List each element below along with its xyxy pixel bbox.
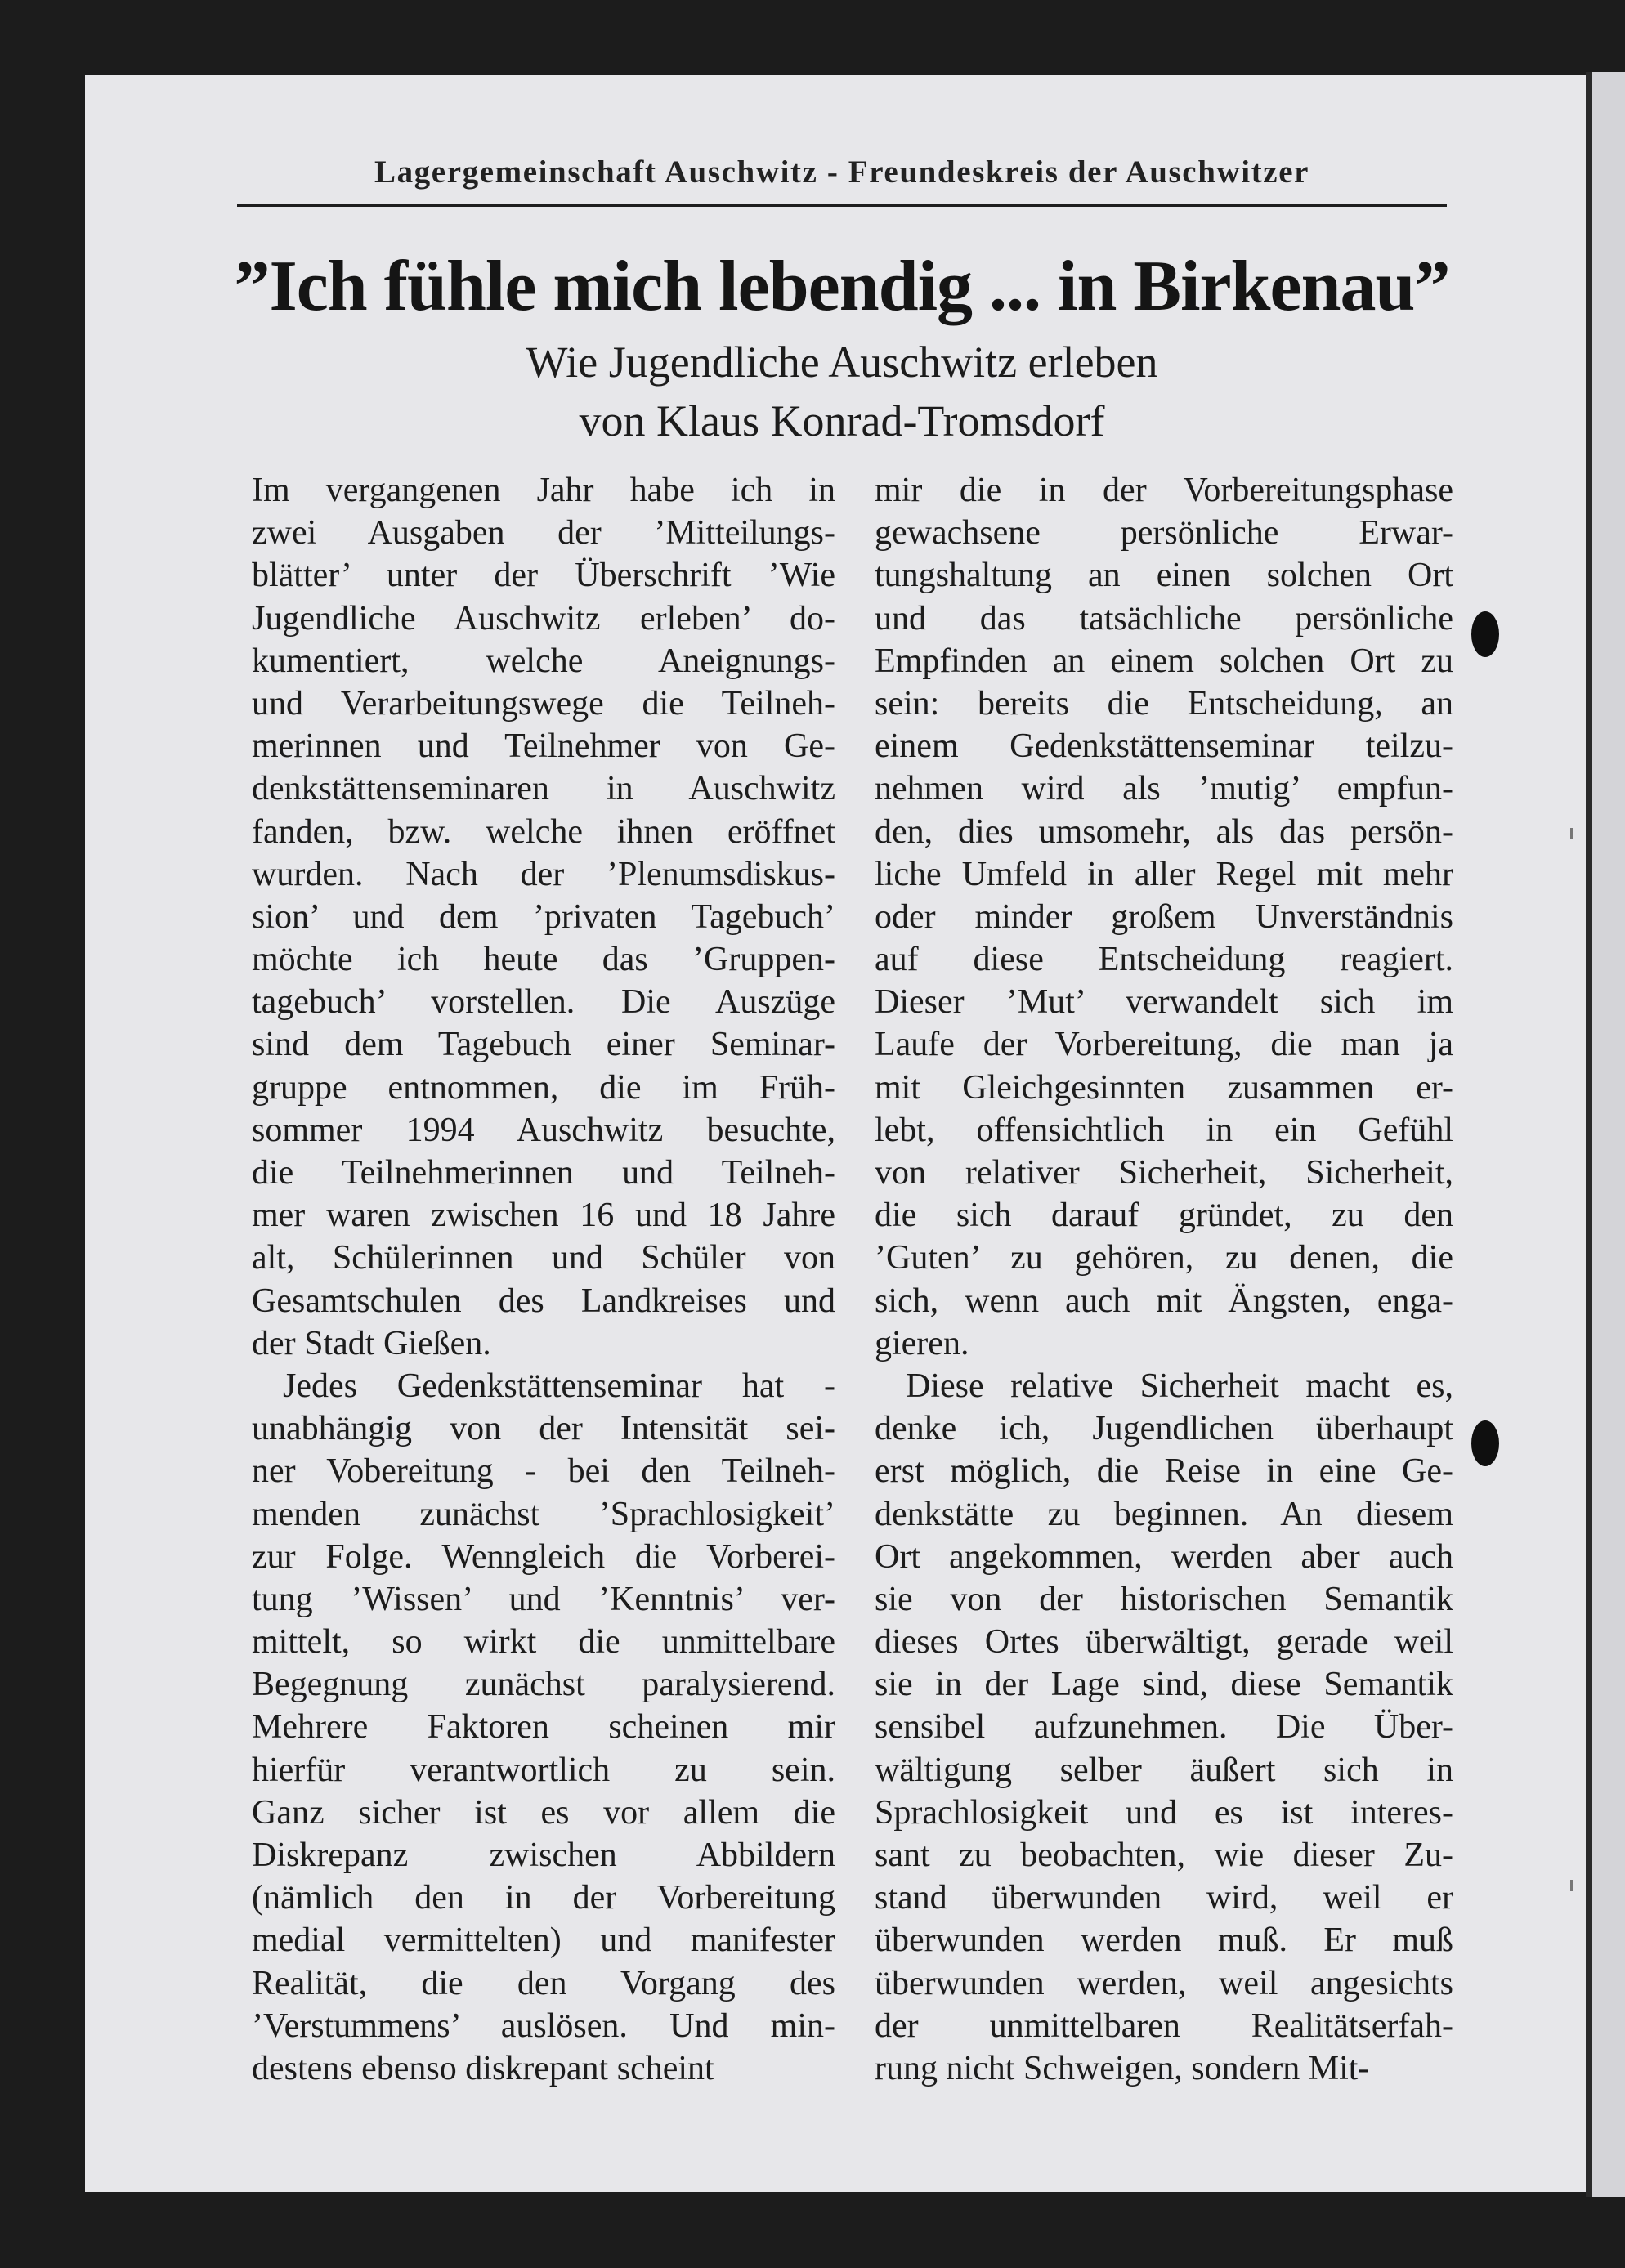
text-line: medial vermittelten) und manifester [252, 1921, 835, 1960]
text-column-right [875, 469, 1453, 2090]
page-mark [1570, 1880, 1573, 1891]
text-line: sie von der historischen Semantik [875, 1580, 1453, 1618]
article-title: ”Ich fühle mich lebendig ... in Birkenau” [234, 247, 1450, 326]
text-line: mittelt, so wirkt die unmittelbare [252, 1623, 835, 1662]
text-line: Ganz sicher ist es vor allem die [252, 1793, 835, 1832]
text-line: Empfinden an einem solchen Ort zu [875, 642, 1453, 680]
text-line: Ort angekommen, werden aber auch [875, 1537, 1453, 1576]
text-line: zur Folge. Wenngleich die Vorberei- [252, 1537, 835, 1576]
text-line: sind dem Tagebuch einer Seminar- [252, 1026, 835, 1064]
text-line: mer waren zwischen 16 und 18 Jahre [252, 1197, 835, 1235]
text-line: Dieser ’Mut’ verwandelt sich im [875, 983, 1453, 1022]
text-line: von relativer Sicherheit, Sicherheit, [875, 1154, 1453, 1192]
text-line: sein: bereits die Entscheidung, an [875, 684, 1453, 722]
text-line: Mehrere Faktoren scheinen mir [252, 1708, 835, 1747]
text-line: mir die in der Vorbereitungsphase [875, 472, 1453, 509]
text-line: überwunden werden muß. Er muß [875, 1921, 1453, 1960]
text-line: lebt, offensichtlich in ein Gefühl [875, 1111, 1453, 1149]
text-line: gieren. [875, 1324, 969, 1362]
text-line: ’Guten’ zu gehören, zu denen, die [875, 1239, 1453, 1277]
text-line: zwei Ausgaben der ’Mitteilungs- [252, 514, 835, 552]
text-line: sie in der Lage sind, diese Semantik [875, 1666, 1453, 1704]
text-line: Jugendliche Auschwitz erleben’ do- [252, 599, 835, 637]
text-line: Begegnung zunächst paralysierend. [252, 1666, 835, 1704]
text-line: gruppe entnommen, die im Früh- [252, 1068, 835, 1107]
article-byline: von Klaus Konrad-Tromsdorf [579, 396, 1105, 445]
text-line: möchte ich heute das ’Gruppen- [252, 941, 835, 979]
running-head: Lagergemeinschaft Auschwitz - Freundeskreis der Auschwitzer [374, 154, 1310, 190]
text-line: und Verarbeitungswege die Teilneh- [252, 684, 835, 722]
text-line: einem Gedenkstättenseminar teilzu- [875, 727, 1453, 766]
text-line: der Stadt Gießen. [252, 1324, 491, 1362]
text-line: sensibel aufzunehmen. Die Über- [875, 1708, 1453, 1747]
text-line: sion’ und dem ’privaten Tagebuch’ [252, 897, 835, 936]
text-line: die Teilnehmerinnen und Teilneh- [252, 1154, 835, 1192]
next-page-edge [1592, 72, 1625, 2197]
text-line: wurden. Nach der ’Plenumsdiskus- [252, 855, 835, 893]
text-line: nehmen wird als ’mutig’ empfun- [875, 770, 1453, 808]
text-line: unabhängig von der Intensität sei- [252, 1410, 835, 1448]
text-line: gewachsene persönliche Erwar- [875, 514, 1453, 552]
text-line: sich, wenn auch mit Ängsten, enga- [875, 1282, 1453, 1320]
header-rule [237, 204, 1447, 207]
text-line: Diskrepanz zwischen Abbildern [252, 1836, 835, 1874]
text-line: kumentiert, welche Aneignungs- [252, 642, 835, 680]
punch-hole [1471, 611, 1499, 657]
text-line: die sich darauf gründet, zu den [875, 1197, 1453, 1235]
text-line: Gesamtschulen des Landkreises und [252, 1282, 835, 1320]
text-line: blätter’ unter der Überschrift ’Wie [252, 557, 835, 595]
page-fold [1586, 72, 1592, 2197]
text-line: tagebuch’ vorstellen. Die Auszüge [252, 983, 835, 1022]
text-line: denkstätte zu beginnen. An diesem [875, 1495, 1453, 1533]
page-mark [1570, 828, 1573, 839]
text-line: Sprachlosigkeit und es ist interes- [875, 1793, 1453, 1832]
text-line: mit Gleichgesinnten zusammen er- [875, 1068, 1453, 1107]
text-line: tung ’Wissen’ und ’Kenntnis’ ver- [252, 1580, 835, 1618]
text-line: wältigung selber äußert sich in [875, 1751, 1453, 1789]
text-line: stand überwunden wird, weil er [875, 1879, 1453, 1917]
text-line: liche Umfeld in aller Regel mit mehr [875, 855, 1453, 893]
text-line: Realität, die den Vorgang des [252, 1964, 835, 2002]
text-line: auf diese Entscheidung reagiert. [875, 941, 1453, 979]
text-line: hierfür verantwortlich zu sein. [252, 1751, 835, 1789]
punch-hole [1471, 1420, 1499, 1466]
text-line: fanden, bzw. welche ihnen eröffnet [252, 812, 835, 851]
article-subtitle: Wie Jugendliche Auschwitz erleben [526, 338, 1158, 387]
text-line: erst möglich, die Reise in eine Ge- [875, 1452, 1453, 1491]
text-line: (nämlich den in der Vorbereitung [252, 1879, 835, 1917]
text-line: ’Verstummens’ auslösen. Und min- [252, 2006, 835, 2045]
text-line: menden zunächst ’Sprachlosigkeit’ [252, 1495, 835, 1533]
text-line: und das tatsächliche persönliche [875, 599, 1453, 637]
text-line: dieses Ortes überwältigt, gerade weil [875, 1623, 1453, 1662]
text-line: denkstättenseminaren in Auschwitz [252, 770, 835, 808]
text-line: denke ich, Jugendlichen überhaupt [875, 1410, 1453, 1448]
text-line: destens ebenso diskrepant scheint [252, 2049, 714, 2087]
text-line: Jedes Gedenkstättenseminar hat - [283, 1367, 835, 1405]
text-line: Diese relative Sicherheit macht es, [906, 1367, 1453, 1405]
text-line: Laufe der Vorbereitung, die man ja [875, 1026, 1453, 1064]
text-line: der unmittelbaren Realitätserfah- [875, 2006, 1453, 2045]
text-line: alt, Schülerinnen und Schüler von [252, 1239, 835, 1277]
text-line: oder minder großem Unverständnis [875, 897, 1453, 936]
text-line: merinnen und Teilnehmer von Ge- [252, 727, 835, 766]
text-line: sommer 1994 Auschwitz besuchte, [252, 1111, 835, 1149]
text-line: Im vergangenen Jahr habe ich in [252, 472, 835, 509]
text-line: rung nicht Schweigen, sondern Mit- [875, 2049, 1370, 2087]
text-column-left [252, 469, 835, 2090]
text-line: den, dies umsomehr, als das persön- [875, 812, 1453, 851]
text-line: ner Vobereitung - bei den Teilneh- [252, 1452, 835, 1491]
text-line: sant zu beobachten, wie dieser Zu- [875, 1836, 1453, 1874]
text-line: überwunden werden, weil angesichts [875, 1964, 1453, 2002]
text-line: tungshaltung an einen solchen Ort [875, 557, 1453, 595]
